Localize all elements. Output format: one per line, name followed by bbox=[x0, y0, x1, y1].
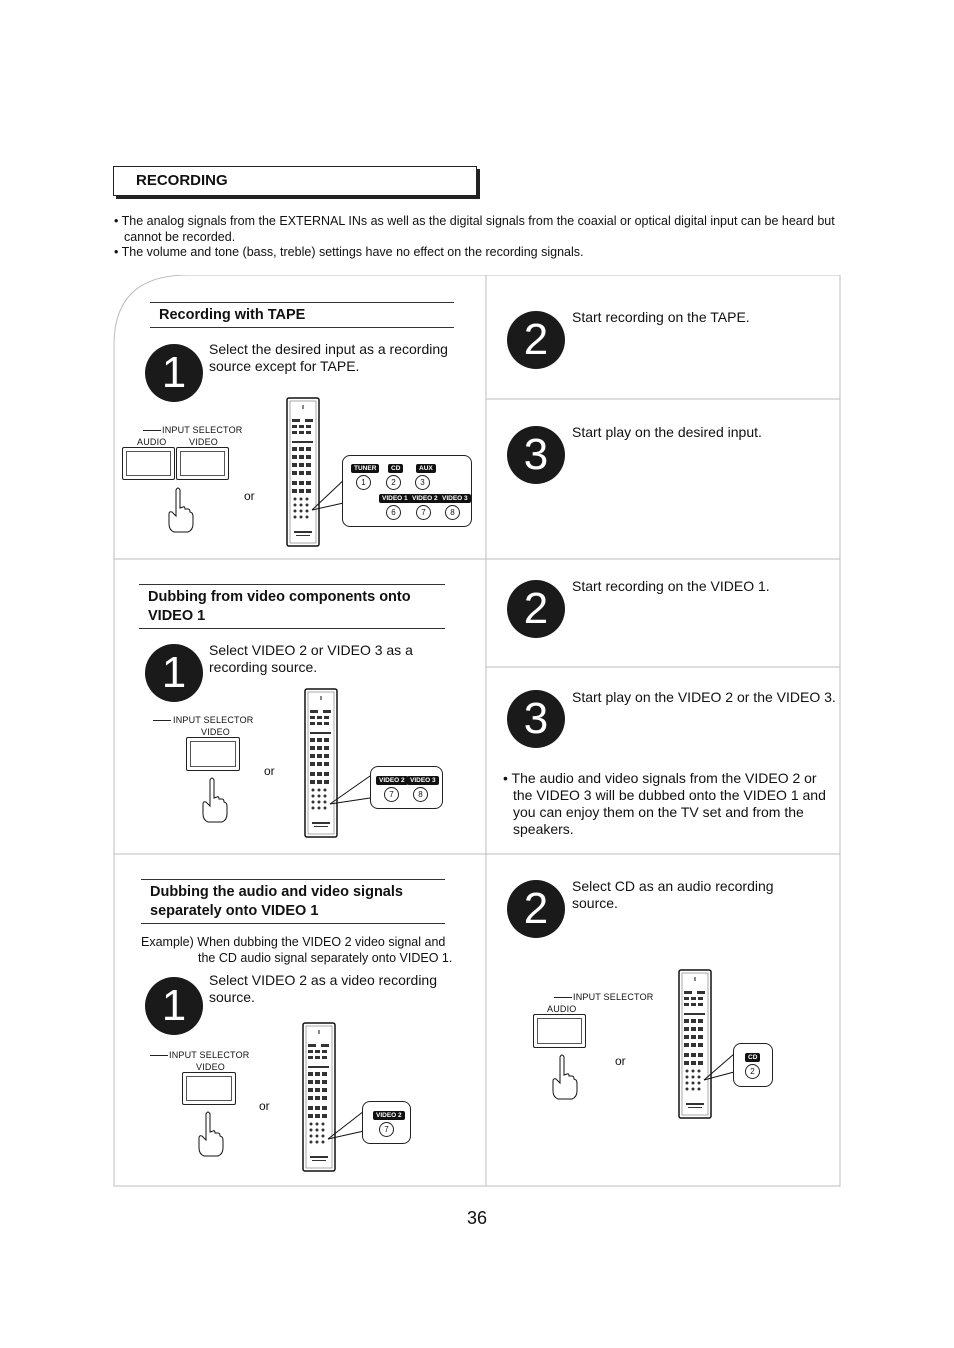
video1-step3-number: 3 bbox=[507, 690, 565, 748]
remote-button-2[interactable]: 2 bbox=[745, 1064, 760, 1079]
remote-button-7[interactable]: 7 bbox=[384, 787, 399, 802]
remote-button-8[interactable]: 8 bbox=[445, 505, 460, 520]
video1-step1-text: Select VIDEO 2 or VIDEO 3 as a recording source. bbox=[209, 642, 413, 675]
separate-cd-remote-zoom bbox=[733, 1043, 773, 1087]
video-selector-button[interactable] bbox=[176, 447, 229, 480]
callout-line bbox=[326, 1105, 366, 1143]
video1-note: • The audio and video signals from the VIDEO 2 or the VIDEO 3 will be dubbed onto the VIDEO 1 and you can enjoy them on the TV set and from the speakers. bbox=[503, 770, 826, 837]
selector-leader bbox=[153, 720, 171, 721]
tape-selector-label: INPUT SELECTOR bbox=[162, 425, 243, 435]
cd-label: CD bbox=[388, 464, 403, 473]
callout-line bbox=[328, 770, 372, 808]
video1-step1-number: 1 bbox=[145, 644, 203, 702]
section-header bbox=[113, 166, 477, 196]
video3-label: VIDEO 3 bbox=[407, 776, 439, 785]
video1-label: VIDEO 1 bbox=[379, 494, 411, 503]
intro-notes bbox=[114, 214, 844, 261]
video-selector-button[interactable] bbox=[186, 737, 240, 771]
video-selector-button[interactable] bbox=[182, 1072, 236, 1105]
video1-step2-text: Start recording on the VIDEO 1. bbox=[572, 578, 770, 594]
video1-video-label: VIDEO bbox=[201, 727, 231, 737]
intro-note-1: • The analog signals from the EXTERNAL INs as well as the digital signals from the coaxial or optical digital input can be heard but cannot be recorded. bbox=[114, 214, 835, 244]
separate-example-line1: Example) When dubbing the VIDEO 2 video signal and bbox=[141, 935, 446, 949]
separate-selector2-label: INPUT SELECTOR bbox=[573, 992, 654, 1002]
separate-remote-zoom bbox=[362, 1101, 411, 1144]
remote-button-7[interactable]: 7 bbox=[416, 505, 431, 520]
separate-or-text: or bbox=[259, 1099, 270, 1113]
tape-step2-text: Start recording on the TAPE. bbox=[572, 309, 750, 325]
callout-line bbox=[702, 1048, 736, 1084]
remote-control-icon bbox=[678, 969, 712, 1119]
separate-audio-label: AUDIO bbox=[547, 1004, 577, 1014]
tape-step3-text: Start play on the desired input. bbox=[572, 424, 762, 440]
cd-label: CD bbox=[745, 1053, 760, 1062]
intro-note-2: • The volume and tone (bass, treble) settings have no effect on the recording signals. bbox=[114, 245, 584, 259]
hand-pointer-icon bbox=[200, 776, 228, 824]
separate-or2-text: or bbox=[615, 1054, 626, 1068]
video2-label: VIDEO 2 bbox=[376, 776, 408, 785]
tape-step1-number: 1 bbox=[145, 344, 203, 402]
hand-pointer-icon bbox=[166, 486, 194, 534]
separate-example-line2: the CD audio signal separately onto VIDEO 1. bbox=[198, 951, 453, 965]
tape-or-text: or bbox=[244, 489, 255, 503]
tape-step3-number: 3 bbox=[507, 426, 565, 484]
tuner-label: TUNER bbox=[351, 464, 379, 473]
section-title: RECORDING bbox=[136, 172, 228, 189]
tape-video-label: VIDEO bbox=[189, 437, 219, 447]
video1-selector-label: INPUT SELECTOR bbox=[173, 715, 254, 725]
video1-panel-title: Dubbing from video components onto VIDEO 1 bbox=[139, 584, 445, 629]
selector-leader bbox=[143, 430, 161, 431]
separate-video-label: VIDEO bbox=[196, 1062, 226, 1072]
tape-step2-number: 2 bbox=[507, 311, 565, 369]
tape-audio-label: AUDIO bbox=[137, 437, 167, 447]
remote-button-2[interactable]: 2 bbox=[386, 475, 401, 490]
separate-step1-text: Select VIDEO 2 as a video recording source. bbox=[209, 972, 438, 1005]
audio-selector-button[interactable] bbox=[533, 1014, 586, 1048]
hand-pointer-icon bbox=[550, 1053, 578, 1101]
separate-step2-text: Select CD as an audio recording source. bbox=[572, 878, 774, 911]
remote-button-6[interactable]: 6 bbox=[386, 505, 401, 520]
video1-remote-zoom bbox=[370, 766, 443, 809]
selector-leader bbox=[554, 997, 572, 998]
separate-panel-title: Dubbing the audio and video signals separately onto VIDEO 1 bbox=[141, 879, 445, 924]
remote-button-7[interactable]: 7 bbox=[379, 1122, 394, 1137]
video3-label: VIDEO 3 bbox=[439, 494, 471, 503]
audio-selector-button[interactable] bbox=[122, 447, 175, 480]
remote-control-icon bbox=[302, 1022, 336, 1172]
page-number: 36 bbox=[466, 1208, 488, 1228]
separate-step2-number: 2 bbox=[507, 880, 565, 938]
video2-label: VIDEO 2 bbox=[373, 1111, 405, 1120]
video1-or-text: or bbox=[264, 764, 275, 778]
video1-step2-number: 2 bbox=[507, 580, 565, 638]
video2-label: VIDEO 2 bbox=[409, 494, 441, 503]
remote-button-1[interactable]: 1 bbox=[356, 475, 371, 490]
aux-label: AUX bbox=[416, 464, 436, 473]
remote-button-8[interactable]: 8 bbox=[413, 787, 428, 802]
tape-step1-text: Select the desired input as a recording source except for TAPE. bbox=[209, 341, 448, 374]
selector-leader bbox=[150, 1055, 168, 1056]
separate-selector-label: INPUT SELECTOR bbox=[169, 1050, 250, 1060]
separate-step1-number: 1 bbox=[145, 977, 203, 1035]
video1-step3-text: Start play on the VIDEO 2 or the VIDEO 3. bbox=[572, 689, 836, 705]
remote-control-icon bbox=[304, 688, 338, 838]
tape-remote-zoom bbox=[342, 455, 472, 527]
remote-button-3[interactable]: 3 bbox=[415, 475, 430, 490]
tape-panel-title: Recording with TAPE bbox=[150, 302, 454, 328]
hand-pointer-icon bbox=[196, 1110, 224, 1158]
